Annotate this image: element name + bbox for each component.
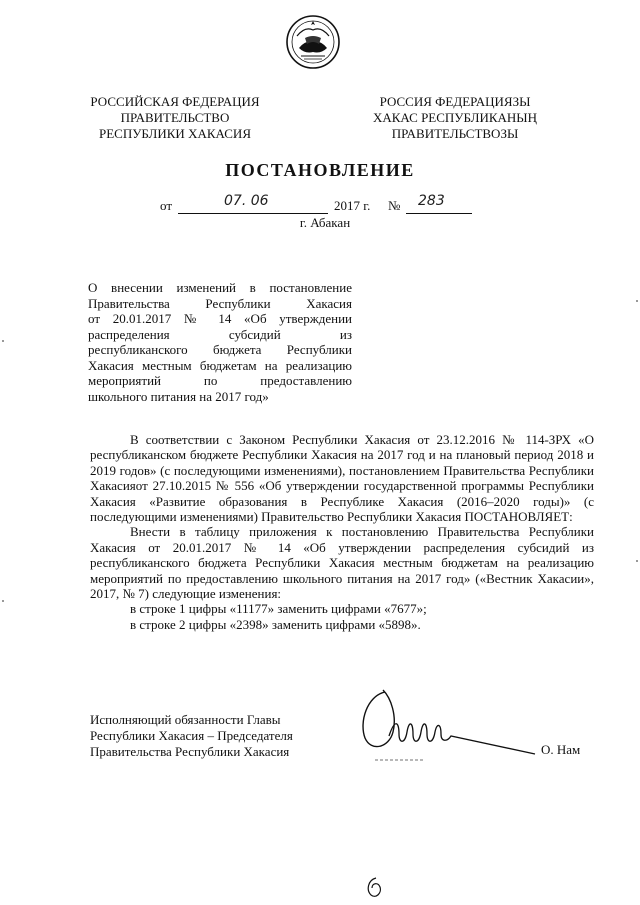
- date-number-line: [160, 193, 480, 216]
- signatory-line-3: Правительства Республики Хакасия: [90, 744, 290, 759]
- date-handwritten: 07. 06: [224, 193, 269, 209]
- subject-line: Правительства Республики Хакасия: [88, 295, 352, 311]
- change-item-2: в строке 2 цифры «2398» заменить цифрами «5898».: [130, 616, 421, 632]
- scan-artifact: [2, 340, 4, 342]
- header-right-line-2: ХАКАС РЕСПУБЛИКАНЫҢ: [372, 110, 538, 125]
- document-title: ПОСТАНОВЛЕНИЕ: [225, 160, 415, 180]
- signatory-title: [90, 712, 293, 760]
- document-body: [90, 432, 594, 632]
- header-right-line-3: ПРАВИТЕЛЬСТВОЗЫ: [391, 126, 519, 141]
- year-label: 2017 г.: [334, 198, 371, 213]
- number-underline: [406, 213, 472, 214]
- subject-line: О внесении изменений в постановление: [88, 280, 352, 295]
- signatory-line-1: Исполняющий обязанности Главы: [90, 712, 281, 727]
- subject-line: Хакасия местным бюджетам на реализацию: [88, 357, 352, 373]
- scan-artifact: [636, 560, 638, 562]
- date-underline: [178, 213, 328, 214]
- subject-block: [88, 280, 352, 404]
- header-right-line-1: РОССИЯ ФЕДЕРАЦИЯЗЫ: [379, 94, 531, 109]
- change-item-1: в строке 1 цифры «11177» заменить цифрами «7677»;: [130, 601, 427, 617]
- date-prefix: от: [160, 198, 173, 213]
- body-paragraph-1: В соответствии с Законом Республики Хакасия от 23.12.2016 № 114-ЗРХ «О республиканском бюджете Республики Хакасия на 2017 год и на плановый период 2018 и 2019 годов» (с последующими изменениями), постановлением Правительства Республики Хакасияот 27.10.2015 № 556 «Об утверждении государственной программы Республики Хакасия «Развитие образования в Республике Хакасия (2016–2020 годы)» (с последующими изменениями) Правительство Республики Хакасия ПОСТАНОВЛЯЕТ:: [90, 432, 594, 525]
- handwritten-mark-icon: [362, 874, 388, 900]
- subject-line: школьного питания на 2017 год»: [88, 388, 269, 404]
- subject-line: от 20.01.2017 № 14 «Об утверждении: [88, 311, 352, 326]
- header-right: [350, 94, 560, 142]
- subject-line: распределения субсидий из: [88, 326, 352, 342]
- body-paragraph-2: Внести в таблицу приложения к постановлению Правительства Республики Хакасия от 20.01.2017 № 14 «Об утверждении распределения субсидий из республиканского бюджета Республики Хакасия местным бюджетам на реализацию мероприятий по предоставлению школьного питания на 2017 год» («Вестник Хакасии», 2017, № 7) следующие изменения:: [90, 524, 594, 602]
- scan-artifact: [636, 300, 638, 302]
- number-handwritten: 283: [418, 193, 445, 209]
- header-left-line-1: РОССИЙСКАЯ ФЕДЕРАЦИЯ: [90, 94, 260, 109]
- coat-of-arms-emblem-icon: [285, 14, 341, 70]
- signatory-name: О. Нам: [541, 742, 581, 757]
- handwritten-signature-icon: [355, 682, 540, 767]
- scan-artifact: [2, 600, 4, 602]
- header-left: [80, 94, 270, 142]
- signatory-line-2: Республики Хакасия – Председателя: [90, 728, 293, 743]
- header-left-line-3: РЕСПУБЛИКИ ХАКАСИЯ: [98, 126, 251, 141]
- subject-line: мероприятий по предоставлению: [88, 373, 352, 388]
- number-sign: №: [388, 198, 401, 213]
- subject-line: республиканского бюджета Республики: [88, 342, 352, 357]
- header-left-line-2: ПРАВИТЕЛЬСТВО: [120, 110, 230, 125]
- city-label: г. Абакан: [299, 215, 351, 230]
